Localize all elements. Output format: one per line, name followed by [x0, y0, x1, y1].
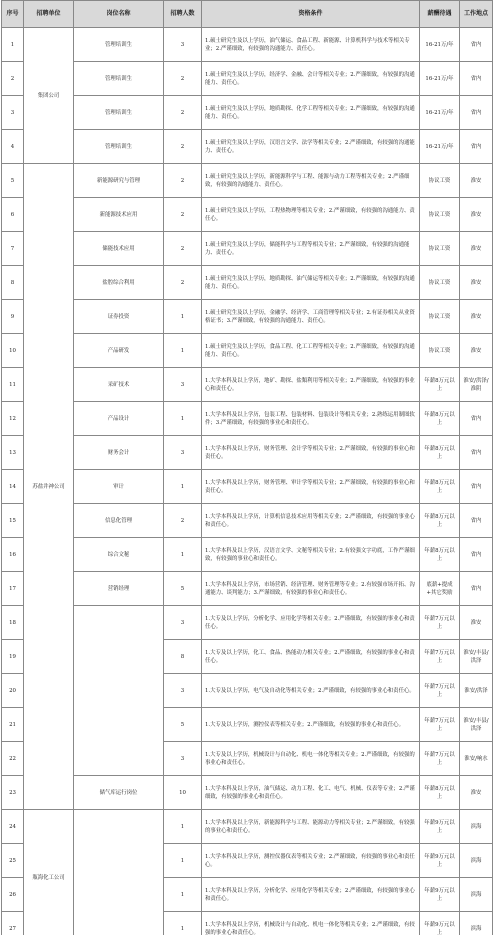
cell-post: 新能源研究与管理	[74, 164, 164, 198]
cell-no: 25	[2, 844, 24, 878]
cell-pay: 协议工资	[420, 334, 460, 368]
cell-requirements: 1.硕士研究生及以上学历，油气储运、食品工程、新能源、计算机科学与技术等相关专业；2.严谨细致，有较强的沟通能力、责任心。	[202, 28, 420, 62]
cell-requirements: 1.大学本科及以上学历，计算机信息技术应用等相关专业；2.严谨细致，有较强的事业心和责任心。	[202, 504, 420, 538]
cell-pay: 协议工资	[420, 164, 460, 198]
cell-place: 淮安/洪泽	[460, 674, 493, 708]
cell-place: 淮安	[460, 776, 493, 810]
cell-pay: 16-21万/年	[420, 28, 460, 62]
cell-count: 10	[164, 776, 202, 810]
table-row	[2, 96, 493, 130]
cell-count: 2	[164, 62, 202, 96]
cell-pay: 16-21万/年	[420, 96, 460, 130]
cell-count: 1	[164, 300, 202, 334]
cell-place: 滨海	[460, 844, 493, 878]
cell-no: 15	[2, 504, 24, 538]
cell-no: 18	[2, 606, 24, 640]
cell-no: 3	[2, 96, 24, 130]
cell-no: 23	[2, 776, 24, 810]
cell-no: 22	[2, 742, 24, 776]
cell-pay: 年薪7万元以上	[420, 674, 460, 708]
cell-no: 4	[2, 130, 24, 164]
cell-place: 省内	[460, 572, 493, 606]
cell-no: 5	[2, 164, 24, 198]
cell-place: 省内	[460, 96, 493, 130]
table-row	[2, 504, 493, 538]
cell-requirements: 1.硕士研究生及以上学历，汉语言文学、法学等相关专业；2.严谨细致，有较强的沟通能力、责任心。	[202, 130, 420, 164]
cell-post: 财务会计	[74, 436, 164, 470]
cell-count: 5	[164, 708, 202, 742]
cell-no: 2	[2, 62, 24, 96]
cell-count: 3	[164, 28, 202, 62]
cell-count: 3	[164, 742, 202, 776]
cell-unit: 瓶海化工公司	[24, 810, 74, 935]
table-row	[2, 164, 493, 198]
cell-post: 新能源技术应用	[74, 198, 164, 232]
cell-count: 1	[164, 402, 202, 436]
cell-requirements: 1.大学本科及以上学历，分析化学、应用化学等相关专业；2.严谨细致，有较强的事业心和责任心。	[202, 878, 420, 912]
cell-requirements: 1.硕士研究生及以上学历，地质勘探、油气储运等相关专业；2.严谨细致，有较强的沟通能力、责任心。	[202, 266, 420, 300]
cell-no: 17	[2, 572, 24, 606]
cell-requirements: 1.大学本科及以上学历，市场营销、经济管理、财务管理等专业；2.有较强市场开拓、沟通能力、谈判能力；3.严谨细致，有较强的事业心和责任心。	[202, 572, 420, 606]
cell-pay: 年薪9万元以上	[420, 844, 460, 878]
cell-place: 淮安/响水	[460, 742, 493, 776]
header-place: 工作地点	[460, 1, 493, 28]
cell-place: 滨海	[460, 878, 493, 912]
cell-place: 滨海	[460, 912, 493, 935]
cell-requirements: 1.大学本科及以上学历，地矿、勘探、盐類利用等相关专业；2.严谨细致，有较强的事业心和责任心。	[202, 368, 420, 402]
cell-post	[74, 810, 164, 935]
cell-count: 1	[164, 912, 202, 935]
cell-no: 6	[2, 198, 24, 232]
cell-requirements: 1.硕士研究生及以上学历，经济学、金融、会计等相关专业；2.严谨细致，有较强的沟通能力、责任心。	[202, 62, 420, 96]
cell-count: 2	[164, 232, 202, 266]
cell-pay: 协议工资	[420, 300, 460, 334]
cell-pay: 年薪8万元以上	[420, 776, 460, 810]
cell-pay: 年薪9万元以上	[420, 912, 460, 935]
cell-pay: 年薪8万元以上	[420, 504, 460, 538]
cell-count: 1	[164, 538, 202, 572]
cell-no: 12	[2, 402, 24, 436]
cell-count: 2	[164, 504, 202, 538]
table-row	[2, 62, 493, 96]
cell-pay: 年薪7万元以上	[420, 708, 460, 742]
table-row	[2, 776, 493, 810]
cell-count: 3	[164, 436, 202, 470]
cell-requirements: 1.硕士研究生及以上学历，储能科学与工程等相关专业；2.严谨细致，有较强的沟通能力、责任心。	[202, 232, 420, 266]
cell-pay: 协议工资	[420, 232, 460, 266]
cell-count: 1	[164, 334, 202, 368]
cell-pay: 协议工资	[420, 266, 460, 300]
cell-post: 管理培训生	[74, 28, 164, 62]
cell-count: 2	[164, 164, 202, 198]
cell-post	[74, 606, 164, 776]
cell-post: 管理培训生	[74, 62, 164, 96]
cell-unit: 苏盐井神公司	[24, 164, 74, 810]
table-row	[2, 538, 493, 572]
cell-post: 采矿技术	[74, 368, 164, 402]
cell-place: 淮安	[460, 606, 493, 640]
cell-count: 3	[164, 606, 202, 640]
cell-requirements: 1.大专及以上学历，分析化学、应用化学等相关专业；2.严谨细致，有较强的事业心和责任心。	[202, 606, 420, 640]
header-pay: 薪酬待遇	[420, 1, 460, 28]
cell-post: 信息化管理	[74, 504, 164, 538]
table-row	[2, 28, 493, 62]
table-row	[2, 606, 493, 640]
header-count: 招聘人数	[164, 1, 202, 28]
cell-count: 5	[164, 572, 202, 606]
cell-place: 淮安	[460, 334, 493, 368]
cell-no: 27	[2, 912, 24, 935]
header-no: 序号	[2, 1, 24, 28]
cell-requirements: 1.硕士研究生及以上学历，金融学、经济学、工商管理等相关专业；2.有证券相关从业资格证书；3.严谨细致，有较强的沟通能力、责任心。	[202, 300, 420, 334]
cell-post: 产品研发	[74, 334, 164, 368]
table-row	[2, 130, 493, 164]
cell-pay: 协议工资	[420, 198, 460, 232]
cell-requirements: 1.大学本科及以上学历，财务管理、会计学等相关专业；2.严谨细致，有较强的事业心和责任心。	[202, 436, 420, 470]
cell-requirements: 1.大学本科及以上学历，包装工程、包装材料、包装设计等相关专业；2.熟练运用制图软件；3.严谨细致，有较强的事业心和责任心。	[202, 402, 420, 436]
cell-pay: 年薪7万元以上	[420, 742, 460, 776]
cell-no: 21	[2, 708, 24, 742]
cell-place: 淮安	[460, 266, 493, 300]
cell-count: 2	[164, 198, 202, 232]
cell-pay: 年薪7万元以上	[420, 606, 460, 640]
cell-requirements: 1.硕士研究生及以上学历，食品工程、化工工程等相关专业；2.严谨细致，有较强的沟通能力、责任心。	[202, 334, 420, 368]
cell-pay: 年薪9万元以上	[420, 810, 460, 844]
cell-pay: 年薪7万元以上	[420, 640, 460, 674]
cell-pay: 底薪+提成+其它奖励	[420, 572, 460, 606]
cell-requirements: 1.大专及以上学历，机械设计与自动化、机电一体化等相关专业；2.严谨细致，有较强的事业心和责任心。	[202, 742, 420, 776]
cell-requirements: 1.硕士研究生及以上学历，工程热物理等相关专业；2.严谨细致，有较强的沟通能力、责任心。	[202, 198, 420, 232]
cell-post: 审计	[74, 470, 164, 504]
header-requirements: 资格条件	[202, 1, 420, 28]
cell-count: 3	[164, 368, 202, 402]
cell-no: 19	[2, 640, 24, 674]
cell-place: 省内	[460, 538, 493, 572]
table-row	[2, 300, 493, 334]
cell-place: 省内	[460, 504, 493, 538]
table-row	[2, 232, 493, 266]
cell-pay: 年薪8万元以上	[420, 470, 460, 504]
cell-place: 省内	[460, 62, 493, 96]
cell-requirements: 1.大学本科及以上学历，油气储运、动力工程、化工、电气、机械、仪表等专业；2.严谨细致，有较强的事业心和责任心。	[202, 776, 420, 810]
cell-post: 产品设计	[74, 402, 164, 436]
cell-no: 9	[2, 300, 24, 334]
cell-post: 管理培训生	[74, 96, 164, 130]
table-row	[2, 368, 493, 402]
cell-post: 储气库运行岗位	[74, 776, 164, 810]
cell-requirements: 1.大专及以上学历，测控仪表等相关专业；2.严谨细致，有较强的事业心和责任心。	[202, 708, 420, 742]
table-body	[2, 28, 493, 935]
cell-no: 20	[2, 674, 24, 708]
cell-place: 淮安	[460, 300, 493, 334]
cell-requirements: 1.硕士研究生及以上学历，新能源科学与工程、能源与动力工程等相关专业；2.严谨细致，有较强的沟通能力、责任心。	[202, 164, 420, 198]
cell-pay: 年薪8万元以上	[420, 538, 460, 572]
table-row	[2, 572, 493, 606]
cell-post: 综合文秘	[74, 538, 164, 572]
cell-no: 8	[2, 266, 24, 300]
cell-place: 淮安/洪泽/淮阴	[460, 368, 493, 402]
header-post: 岗位名称	[74, 1, 164, 28]
cell-requirements: 1.大专及以上学历，化工、食品、热能动力相关专业；2.严谨细致，有较强的事业心和责任心。	[202, 640, 420, 674]
table-header-row	[2, 1, 493, 28]
cell-place: 省内	[460, 470, 493, 504]
cell-requirements: 1.大学本科及以上学历，财务管理、审计学等相关专业；2.严谨细致，有较强的事业心和责任心。	[202, 470, 420, 504]
table-row	[2, 402, 493, 436]
table-row	[2, 198, 493, 232]
cell-place: 淮安/丰县/洪泽	[460, 640, 493, 674]
cell-place: 淮安	[460, 164, 493, 198]
cell-no: 11	[2, 368, 24, 402]
cell-place: 省内	[460, 402, 493, 436]
cell-place: 省内	[460, 28, 493, 62]
cell-no: 7	[2, 232, 24, 266]
cell-requirements: 1.大专及以上学历，电气及自动化等相关专业；2.严谨细致，有较强的事业心和责任心。	[202, 674, 420, 708]
cell-pay: 年薪8万元以上	[420, 368, 460, 402]
cell-requirements: 1.硕士研究生及以上学历，地质勘探、化学工程等相关专业；2.严谨细致，有较强的沟通能力、责任心。	[202, 96, 420, 130]
cell-post: 管理培训生	[74, 130, 164, 164]
table-row	[2, 470, 493, 504]
cell-count: 1	[164, 878, 202, 912]
cell-post: 盐腔综合利用	[74, 266, 164, 300]
cell-count: 2	[164, 96, 202, 130]
cell-count: 2	[164, 266, 202, 300]
cell-no: 14	[2, 470, 24, 504]
cell-unit: 集团公司	[24, 28, 74, 164]
cell-count: 1	[164, 810, 202, 844]
cell-requirements: 1.大学本科及以上学历，机械设计与自动化、机电一体化等相关专业；2.严谨细致，有较强的事业心和责任心。	[202, 912, 420, 935]
cell-pay: 16-21万/年	[420, 130, 460, 164]
cell-no: 10	[2, 334, 24, 368]
cell-place: 省内	[460, 130, 493, 164]
header-unit: 招聘单位	[24, 1, 74, 28]
cell-post: 证券投资	[74, 300, 164, 334]
cell-place: 省内	[460, 436, 493, 470]
cell-pay: 16-21万/年	[420, 62, 460, 96]
cell-post: 营销经理	[74, 572, 164, 606]
cell-no: 24	[2, 810, 24, 844]
cell-place: 淮安/丰县/洪泽	[460, 708, 493, 742]
cell-pay: 年薪8万元以上	[420, 436, 460, 470]
cell-count: 3	[164, 674, 202, 708]
cell-no: 13	[2, 436, 24, 470]
table-row	[2, 436, 493, 470]
recruitment-table	[1, 0, 493, 935]
table-row	[2, 266, 493, 300]
cell-place: 滨海	[460, 810, 493, 844]
cell-pay: 年薪9万元以上	[420, 878, 460, 912]
cell-no: 26	[2, 878, 24, 912]
cell-count: 1	[164, 844, 202, 878]
cell-pay: 年薪8万元以上	[420, 402, 460, 436]
cell-no: 1	[2, 28, 24, 62]
cell-count: 1	[164, 470, 202, 504]
table-row	[2, 810, 493, 844]
cell-post: 储能技术应用	[74, 232, 164, 266]
cell-place: 淮安	[460, 198, 493, 232]
cell-requirements: 1.大学本科及以上学历，测控仪器仪表等相关专业；2.严谨细致，有较强的事业心和责任心。	[202, 844, 420, 878]
cell-place: 淮安	[460, 232, 493, 266]
cell-requirements: 1.大学本科及以上学历，汉语言文学、文秘等相关专业；2.有较强文字功底，工作严谨细致，有较强的事业心和责任心。	[202, 538, 420, 572]
cell-count: 8	[164, 640, 202, 674]
table-row	[2, 334, 493, 368]
cell-requirements: 1.大学本科及以上学历，新能源科学与工程、能源动力等相关专业；2.严谨细致，有较强的事业心和责任心。	[202, 810, 420, 844]
cell-no: 16	[2, 538, 24, 572]
cell-count: 2	[164, 130, 202, 164]
